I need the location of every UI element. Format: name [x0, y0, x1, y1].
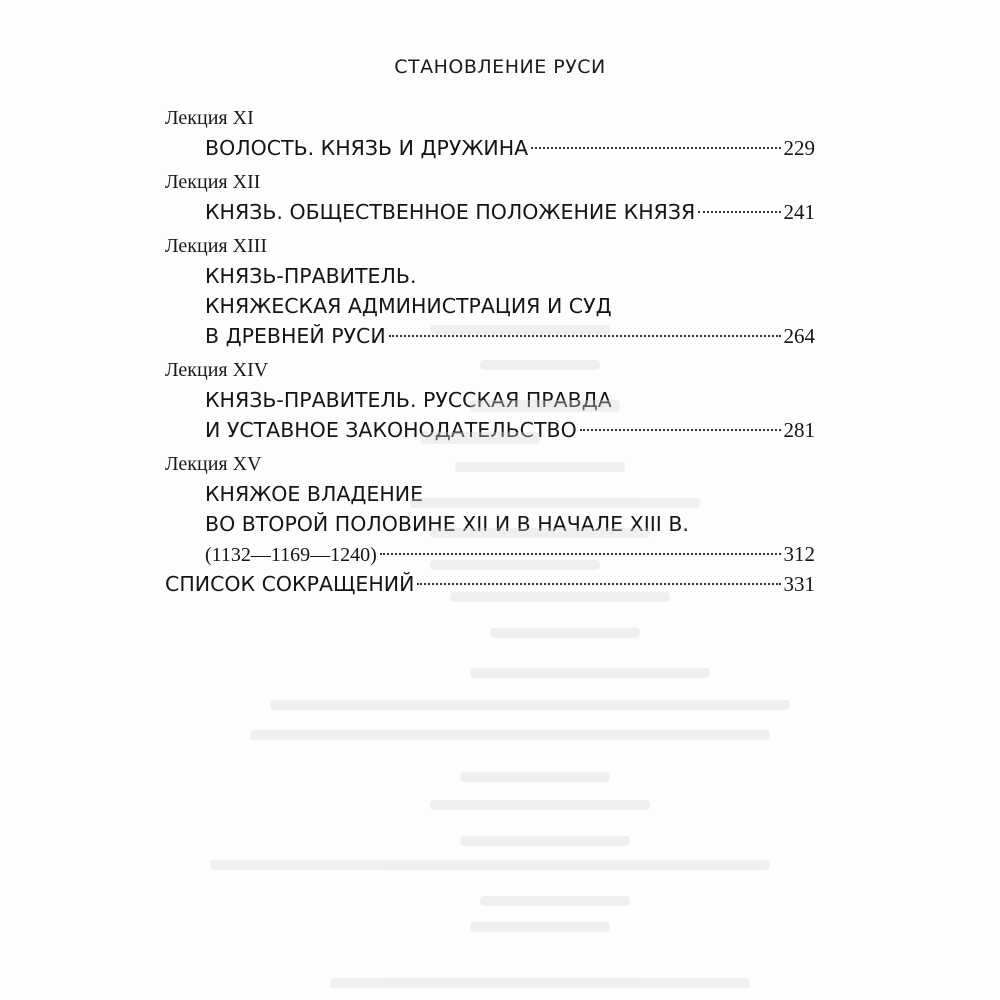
toc-lecture-label: Лекция XV: [165, 453, 262, 475]
toc-page-number: 281: [783, 418, 815, 442]
dot-leader: [380, 553, 781, 555]
toc-entry-title-line: КНЯЖОЕ ВЛАДЕНИЕ: [205, 482, 424, 506]
toc-lecture-label: Лекция XIII: [165, 235, 268, 257]
toc-entry-abbreviations[interactable]: [165, 569, 815, 599]
toc-lecture-label: Лекция XIV: [165, 359, 269, 381]
toc-page-number: 264: [783, 324, 815, 348]
toc-page-number: 331: [783, 572, 815, 596]
toc-entry-title-line: КНЯЗЬ-ПРАВИТЕЛЬ. РУССКАЯ ПРАВДА: [205, 388, 612, 412]
table-of-contents: [165, 103, 815, 599]
toc-entry-title: СПИСОК СОКРАЩЕНИЙ: [165, 572, 415, 596]
toc-entry-title: ВОЛОСТЬ. КНЯЗЬ И ДРУЖИНА: [205, 136, 529, 160]
toc-entry-title: И УСТАВНОЕ ЗАКОНОДАТЕЛЬСТВО: [205, 418, 577, 442]
toc-entry-title: (1132—1169—1240): [205, 544, 377, 566]
toc-entry-title: В ДРЕВНЕЙ РУСИ: [205, 324, 386, 348]
toc-entry-title-line: КНЯЗЬ-ПРАВИТЕЛЬ.: [205, 264, 417, 288]
dot-leader: [698, 211, 780, 213]
toc-page-number: 312: [783, 542, 815, 566]
running-head: СТАНОВЛЕНИЕ РУСИ: [394, 56, 606, 78]
toc-entry-title-line: КНЯЖЕСКАЯ АДМИНИСТРАЦИЯ И СУД: [205, 294, 612, 318]
dot-leader: [417, 583, 780, 585]
toc-entry[interactable]: [165, 415, 815, 445]
dot-leader: [531, 147, 780, 149]
toc-page-number: 229: [783, 136, 815, 160]
toc-entry-title: КНЯЗЬ. ОБЩЕСТВЕННОЕ ПОЛОЖЕНИЕ КНЯЗЯ: [205, 200, 696, 224]
dot-leader: [580, 429, 781, 431]
toc-lecture-label: Лекция XI: [165, 107, 254, 129]
toc-lecture-label: Лекция XII: [165, 171, 261, 193]
toc-entry[interactable]: [165, 133, 815, 163]
dot-leader: [389, 335, 781, 337]
toc-entry[interactable]: [165, 321, 815, 351]
toc-entry-title-line: ВО ВТОРОЙ ПОЛОВИНЕ XII И В НАЧАЛЕ XIII В.: [205, 512, 689, 536]
toc-entry[interactable]: [165, 539, 815, 569]
toc-page-number: 241: [783, 200, 815, 224]
toc-entry[interactable]: [165, 197, 815, 227]
